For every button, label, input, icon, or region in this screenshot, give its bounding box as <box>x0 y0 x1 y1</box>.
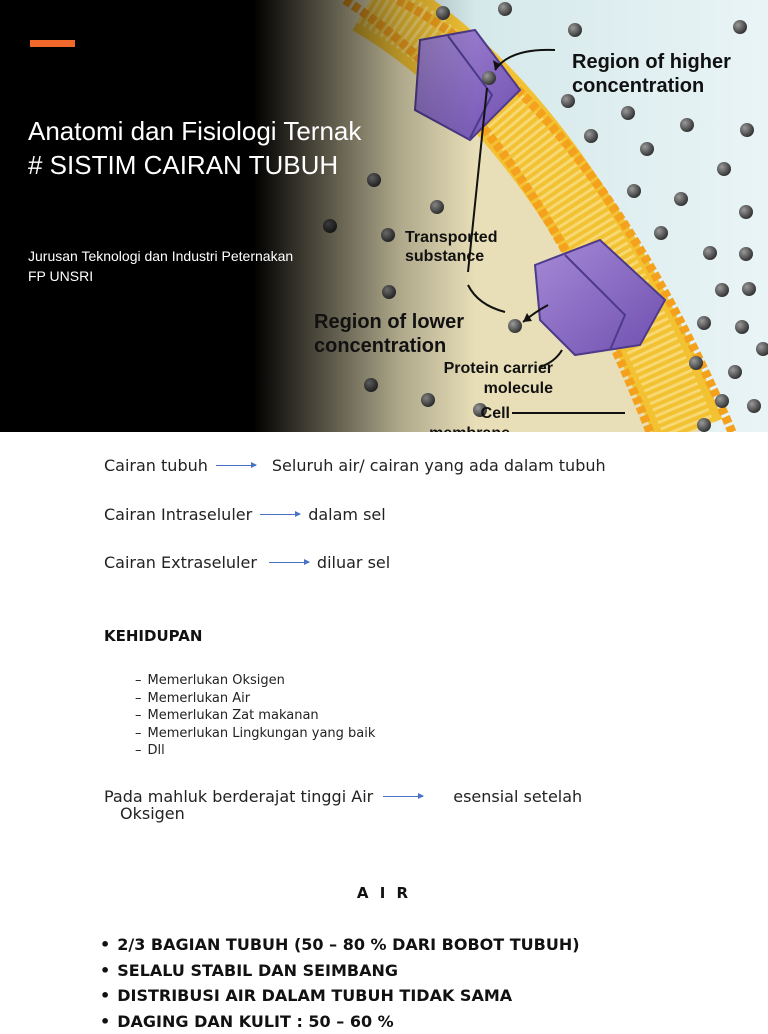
definition-intraseluler: Cairan Intraseluler dalam sel <box>104 505 386 524</box>
definition-cairan-tubuh: Cairan tubuh Seluruh air/ cairan yang ada dalam tubuh <box>104 456 606 475</box>
title-slide <box>0 0 768 432</box>
label-cell-membrane: Cell <box>410 404 510 444</box>
label-protein-carrier: Protein carrier molecule <box>418 359 553 399</box>
air-bullet-list <box>100 932 580 1034</box>
definition-extraseluler: Cairan Extraseluler diluar sel <box>104 553 390 572</box>
list-item: • DISTRIBUSI AIR DALAM TUBUH TIDAK SAMA <box>100 983 580 1009</box>
heading-kehidupan: KEHIDUPAN <box>104 627 202 645</box>
arrow-icon <box>383 796 423 797</box>
needs-list <box>135 672 375 760</box>
slide-subtitle: Jurusan Teknologi dan Industri Peternakan FP UNSRI <box>28 246 368 286</box>
content-slide <box>0 432 768 1024</box>
air-title: A I R <box>0 884 768 902</box>
list-item: – Memerlukan Air <box>135 690 375 708</box>
list-item: • SELALU STABIL DAN SEIMBANG <box>100 958 580 984</box>
accent-bar <box>30 40 75 47</box>
label-higher-concentration: Region of higher concentration <box>572 50 731 98</box>
list-item: – Memerlukan Lingkungan yang baik <box>135 725 375 743</box>
arrow-icon <box>269 562 309 563</box>
arrow-icon <box>216 465 256 466</box>
list-item: • DAGING DAN KULIT : 50 – 60 % <box>100 1009 580 1034</box>
label-lower-concentration: Region of lower concentration <box>314 310 464 358</box>
list-item: – Dll <box>135 742 375 760</box>
list-item: • 2/3 BAGIAN TUBUH (50 – 80 % DARI BOBOT TUBUH) <box>100 932 580 958</box>
list-item: – Memerlukan Zat makanan <box>135 707 375 725</box>
slide-title: Anatomi dan Fisiologi Ternak # SISTIM CAIRAN TUBUH <box>28 114 428 182</box>
sentence-line2: Oksigen <box>120 804 185 823</box>
arrow-icon <box>260 514 300 515</box>
label-transported-substance: Transported substance <box>405 228 497 266</box>
list-item: – Memerlukan Oksigen <box>135 672 375 690</box>
sentence-air-esensial: Pada mahluk berderajat tinggi Air esensial setelah <box>104 787 582 806</box>
